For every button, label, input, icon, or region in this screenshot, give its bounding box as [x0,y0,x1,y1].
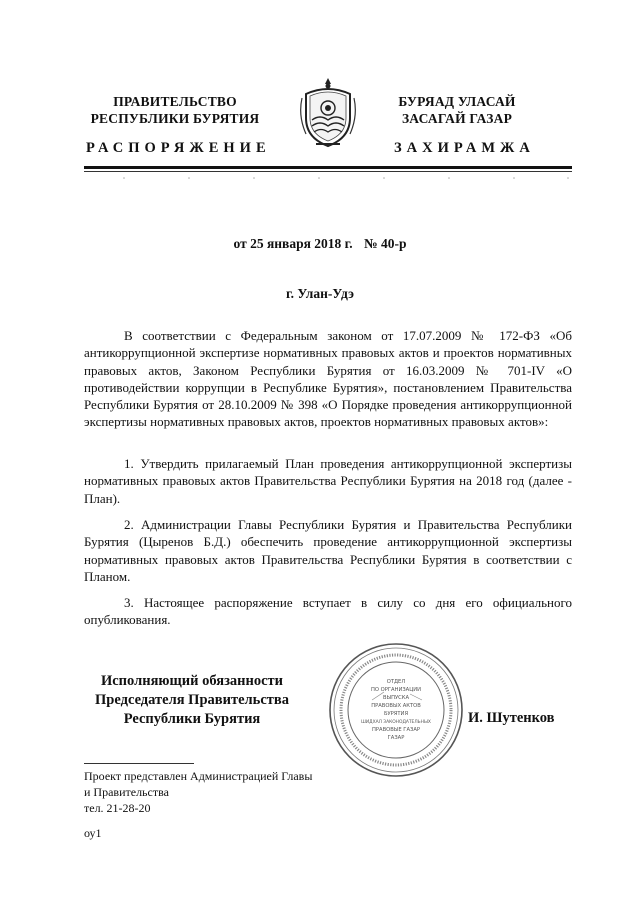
footer-rule [84,763,194,764]
official-seal-icon [326,640,466,780]
seal-line-7: ПРАВОВЫЕ ГАЗАР [372,727,420,733]
signatory-title-line3: Республики Бурятия [123,711,261,727]
signatory-title [82,672,302,729]
footer-code: оу1 [84,826,102,840]
body-paragraph-item-2: 2. Администрации Главы Республики Бурятия и Правительства Республики Бурятия (Цыренов Б.Д.) обеспечить проведение антикоррупционной экспертизы нормативных правовых актов Правительства Республики Бурятия в соответствии с Планом. [84,517,572,584]
doc-type-left: РАСПОРЯЖЕНИЕ [86,140,271,156]
seal-line-5: БУРЯТИЯ [383,711,409,717]
seal-line-3: ВЫПУСКА [382,695,410,701]
footer-note [84,768,312,816]
seal-line-8: ГАЗАР [387,735,405,741]
header-right-line2: ЗАСАГАЙ ГАЗАР [401,111,513,126]
footer-phone: тел. 21-28-20 [84,801,151,815]
seal-line-1: ОТДЕЛ [386,679,406,685]
seal-line-6: ШИДХАЛ ЗАКОНОДАТЕЛЬНЫХ [361,720,431,725]
header-right [352,93,562,127]
body-paragraph-item-1: 1. Утвердить прилагаемый План проведения антикоррупционной экспертизы нормативных правовых актов Правительства Республики Бурятия на 2018 год (далее - План). [84,456,572,506]
doc-type-right: ЗАХИРАМЖА [394,140,535,156]
signatory-name: И. Шутенков [468,710,555,726]
body-paragraph-item-3: 3. Настоящее распоряжение вступает в силу со дня его официального опубликования. [84,595,572,628]
coat-of-arms-icon [298,76,358,150]
header-rule-thin [84,171,572,172]
header-rule-thick [84,166,572,169]
footer-line2: и Правительства [84,785,169,799]
body-paragraph-preamble: В соответствии с Федеральным законом от 17.07.2009 № 172-ФЗ «Об антикоррупционной экспертизе нормативных правовых актов и проектов нормативных правовых актов, Законом Республики Бурятия от 16.03.2009 № 701-IV «О противодействии коррупции в Республике Бурятия», постановлением Правительства Республики Бурятия от 28.10.2009 № 398 «О Порядке проведения антикоррупционной экспертизы нормативных правовых актов, проектов нормативных правовых актов»: [84,328,572,430]
header-left-line2: РЕСПУБЛИКИ БУРЯТИЯ [90,111,260,126]
header-left-line1: ПРАВИТЕЛЬСТВО [113,94,237,109]
document-date: от 25 января 2018 г. [233,236,353,251]
seal-line-4: ПРАВОВЫХ АКТОВ [371,703,421,709]
seal-line-2: ПО ОРГАНИЗАЦИИ [370,687,422,693]
header-dotted-rule [84,175,572,181]
header-left [70,93,280,127]
document-city: г. Улан-Удэ [286,286,354,301]
document-date-line [0,236,640,252]
document-number: № 40-р [364,236,407,251]
signatory-title-line2: Председателя Правительства [95,692,289,708]
footer-line1: Проект представлен Администрацией Главы [84,769,313,783]
signatory-title-line1: Исполняющий обязанности [100,673,284,689]
header-right-line1: БУРЯАД УЛАСАЙ [398,94,516,109]
